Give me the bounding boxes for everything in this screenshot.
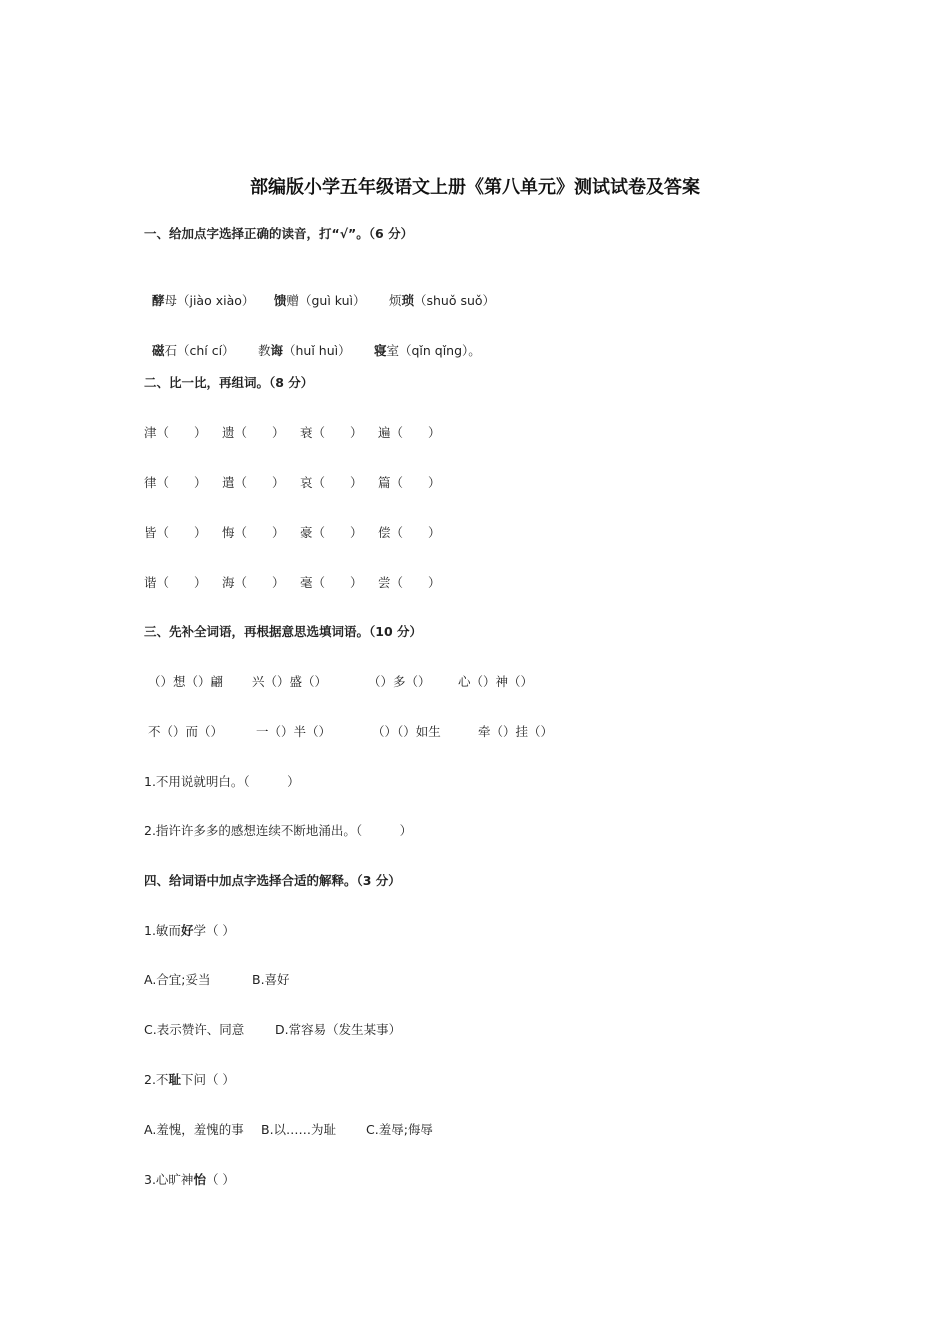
compare-row [144, 474, 441, 492]
compare-cell: 悔（ ） [222, 525, 285, 540]
idiom-blank: （）多（） [368, 674, 431, 689]
compare-cell: 遗（ ） [222, 425, 285, 440]
compare-cell: 尝（ ） [378, 575, 441, 590]
pinyin-item: 酵母（jiào xiào） [151, 293, 255, 308]
compare-row [144, 574, 441, 592]
option: A.羞愧，羞愧的事 [144, 1122, 244, 1137]
question-1: 1.不用说就明白。（ ） [144, 774, 300, 789]
idiom-blank: 牵（）挂（） [478, 724, 554, 739]
option: D.常容易（发生某事） [275, 1022, 402, 1037]
option: B.以……为耻 [261, 1122, 337, 1137]
compare-cell: 遍（ ） [378, 425, 441, 440]
page-title: 部编版小学五年级语文上册《第八单元》测试试卷及答案 [250, 177, 700, 198]
idiom-blank: 一（）半（） [256, 724, 332, 739]
pinyin-item: 寝室（qǐn qǐng）。 [373, 343, 481, 358]
compare-cell: 谐（ ） [144, 575, 207, 590]
item-1: 1.敏而好学（ ） [144, 923, 235, 938]
section2-heading: 二、比一比，再组词。（8 分） [144, 375, 314, 390]
compare-cell: 海（ ） [222, 575, 285, 590]
option: A.合宜;妥当 [144, 972, 211, 987]
idiom-blank: 兴（）盛（） [252, 674, 328, 689]
pinyin-item: 教诲（huǐ huì） [257, 343, 351, 358]
idiom-row [148, 673, 533, 691]
option: C.羞辱;侮辱 [366, 1122, 433, 1137]
item-2-options [144, 1121, 433, 1139]
compare-cell: 律（ ） [144, 475, 207, 490]
section3-heading: 三、先补全词语，再根据意思选填词语。（10 分） [144, 624, 422, 639]
compare-cell: 豪（ ） [300, 525, 363, 540]
section1-heading: 一、给加点字选择正确的读音，打“√”。（6 分） [144, 226, 414, 241]
compare-cell: 衰（ ） [300, 425, 363, 440]
item-1-options [144, 971, 290, 989]
idiom-row [148, 723, 553, 741]
compare-cell: 篇（ ） [378, 475, 441, 490]
pinyin-item: 馈赠（guì kuì） [273, 293, 366, 308]
compare-cell: 遣（ ） [222, 475, 285, 490]
question-2: 2.指许许多多的感想连续不断地涌出。（ ） [144, 823, 413, 838]
option: B.喜好 [252, 972, 290, 987]
pinyin-item: 磁石（chí cí） [151, 343, 235, 358]
section1-row2 [144, 324, 481, 360]
compare-cell: 毫（ ） [300, 575, 363, 590]
section1-row1 [144, 274, 495, 310]
item-3: 3.心旷神怡（ ） [144, 1172, 235, 1187]
idiom-blank: 心（）神（） [458, 674, 534, 689]
pinyin-item: 烦琐（shuǒ suǒ） [388, 293, 496, 308]
option: C.表示赞许、同意 [144, 1022, 245, 1037]
idiom-blank: （）想（）翩 [148, 674, 224, 689]
compare-row [144, 424, 441, 442]
compare-row [144, 524, 441, 542]
item-2: 2.不耻下问（ ） [144, 1072, 235, 1087]
compare-cell: 哀（ ） [300, 475, 363, 490]
item-1-options [144, 1021, 401, 1039]
compare-cell: 偿（ ） [378, 525, 441, 540]
compare-cell: 津（ ） [144, 425, 207, 440]
compare-cell: 皆（ ） [144, 525, 207, 540]
section4-heading: 四、给词语中加点字选择合适的解释。（3 分） [144, 873, 401, 888]
idiom-blank: （）（）如生 [372, 724, 441, 739]
idiom-blank: 不（）而（） [148, 724, 224, 739]
